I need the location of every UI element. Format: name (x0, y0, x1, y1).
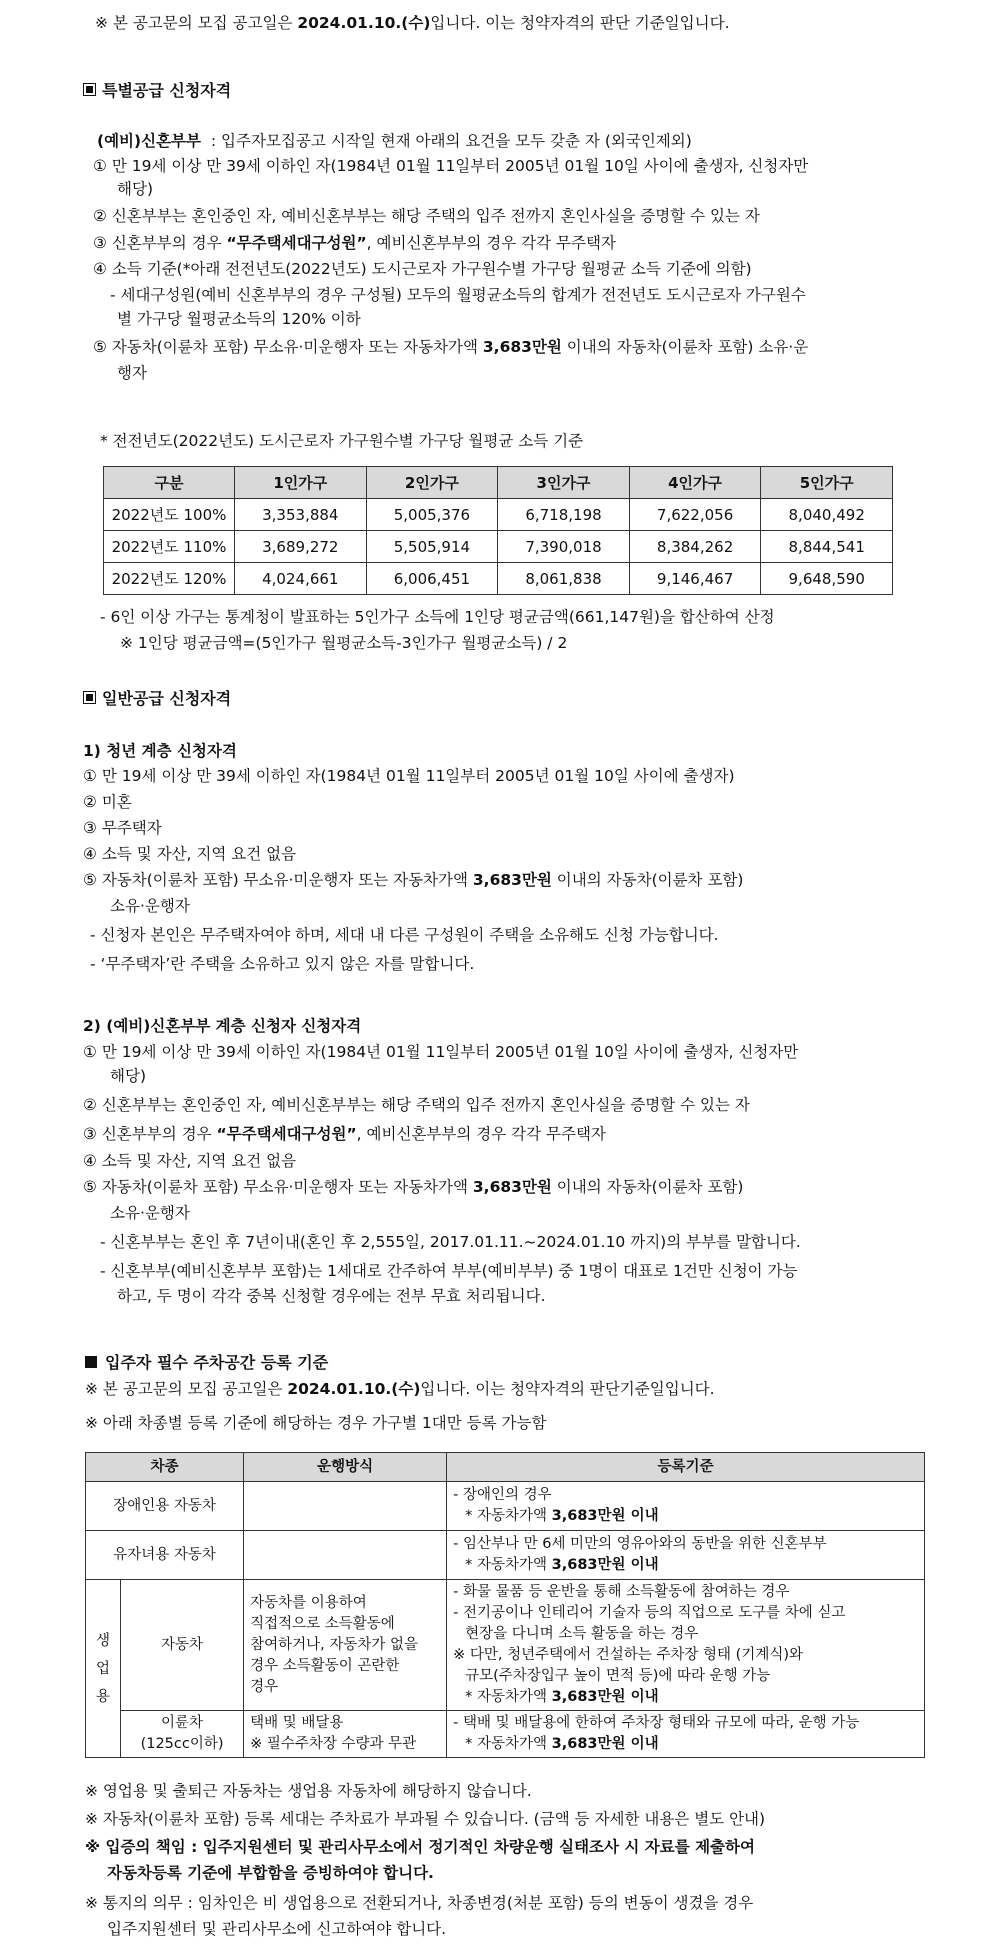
col-header: 구분 (104, 467, 235, 499)
col-header: 4인가구 (629, 467, 761, 499)
col-header: 등록기준 (447, 1453, 925, 1482)
criteria-line: - 택배 및 배달용에 한하여 주차장 형태와 규모에 따라, 운행 가능 (453, 1715, 860, 1731)
newlywed-item-2: ② 신혼부부는 혼인중인 자, 예비신혼부부는 해당 주택의 입주 전까지 혼인사실을 증명할 수 있는 자 (83, 1096, 750, 1114)
col-header: 3인가구 (498, 467, 630, 499)
label-line: (125cc이하) (140, 1736, 224, 1752)
newlywed-item-1: ① 만 19세 이상 만 39세 이하인 자(1984년 01월 11일부터 2005년 01월 10일 사이에 출생자, 신청자만 (83, 1043, 799, 1061)
criteria-line: * 자동차가액 3,683만원 이내 (465, 1736, 659, 1752)
special-item-4-sub-cont: 별 가구당 월평균소득의 120% 이하 (117, 310, 361, 328)
table-cell: 4,024,661 (235, 563, 367, 595)
table-cell: 6,006,451 (366, 563, 498, 595)
table-cell: 7,622,056 (629, 499, 761, 531)
col-header: 5인가구 (761, 467, 893, 499)
criteria-line: - 화물 물품 등 운반을 통해 소득활동에 참여하는 경우 (453, 1584, 790, 1600)
special-item-5: ⑤ 자동차(이륜차 포함) 무소유·미운행자 또는 자동차가액 3,683만원 이내의 자동차(이륜차 포함) 소유·운 (93, 338, 809, 356)
newlywed-note-1: - 신혼부부는 혼인 후 7년이내(혼인 후 2,555일, 2017.01.11.~2024.01.10 까지)의 부부를 말합니다. (100, 1233, 801, 1251)
method-line: 경우 소득활동이 곤란한 (250, 1657, 400, 1674)
vehicle-type-cell (121, 1711, 244, 1758)
table-cell: 9,146,467 (629, 563, 761, 595)
table-cell: 8,384,262 (629, 531, 761, 563)
method-line: 참여하거나, 자동차가 없을 (250, 1636, 419, 1653)
special-item-1: ① 만 19세 이상 만 39세 이하인 자(1984년 01월 11일부터 2005년 01월 10일 사이에 출생자, 신청자만 (93, 157, 809, 175)
special-supply-heading: 특별공급 신청자격 (83, 80, 231, 102)
newlywed-item-1-cont: 해당) (110, 1067, 146, 1085)
label-char: 생 (95, 1632, 110, 1649)
income-table-caption: * 전전년도(2022년도) 도시근로자 가구원수별 가구당 월평균 소득 기준 (100, 432, 584, 450)
criteria-line: - 전기공이나 인테리어 기술자 등의 직업으로 도구를 차에 싣고 (453, 1605, 846, 1621)
method-line: 경우 (250, 1678, 279, 1695)
vehicle-type-cell: 장애인용 자동차 (86, 1482, 244, 1531)
vehicle-type-cell: 자동차 (121, 1580, 244, 1711)
newlywed-item-4: ④ 소득 및 자산, 지역 요건 없음 (83, 1152, 297, 1170)
newlywed-item-5-cont: 소유·운행자 (110, 1204, 190, 1222)
special-item-4: ④ 소득 기준(*아래 전전년도(2022년도) 도시근로자 가구원수별 가구당 월평균 소득 기준에 의함) (93, 260, 752, 278)
col-header: 1인가구 (235, 467, 367, 499)
table-cell: 2022년도 100% (104, 499, 235, 531)
parking-table (85, 1452, 925, 1758)
table-cell: 9,648,590 (761, 563, 893, 595)
table-row (86, 1711, 925, 1758)
table-row (104, 499, 893, 531)
criteria-line: * 자동차가액 3,683만원 이내 (465, 1689, 659, 1705)
table-cell: 8,061,838 (498, 563, 630, 595)
criteria-line: * 자동차가액 3,683만원 이내 (465, 1508, 659, 1524)
criteria-line: ※ 다만, 청년주택에서 건설하는 주차장 형태 (기계식)와 (453, 1647, 803, 1663)
youth-note-1: - 신청자 본인은 무주택자여야 하며, 세대 내 다른 구성원이 주택을 소유해도 신청 가능합니다. (90, 926, 719, 944)
criteria-line: 규모(주차장입구 높이 면적 등)에 따라 운행 가능 (465, 1668, 771, 1684)
youth-item-5: ⑤ 자동차(이륜차 포함) 무소유·미운행자 또는 자동차가액 3,683만원 이내의 자동차(이륜차 포함) (83, 871, 744, 889)
criteria-line: - 임산부나 만 6세 미만의 영유아와의 동반을 위한 신혼부부 (453, 1536, 827, 1552)
table-cell: 8,040,492 (761, 499, 893, 531)
table-row (104, 531, 893, 563)
youth-item-2: ② 미혼 (83, 793, 132, 811)
col-header: 운행방식 (244, 1453, 447, 1482)
parking-heading: 입주자 필수 주차공간 등록 기준 (85, 1352, 328, 1374)
table-cell: 2022년도 120% (104, 563, 235, 595)
filled-square-bullet-icon (85, 1356, 97, 1368)
table-cell: 2022년도 110% (104, 531, 235, 563)
parking-foot-2: ※ 자동차(이륜차 포함) 등록 세대는 주차료가 부과될 수 있습니다. (금액 등 자세한 내용은 별도 안내) (85, 1810, 766, 1828)
parking-foot-3: ※ 입증의 책임 : 입주지원센터 및 관리사무소에서 정기적인 차량운행 실태조사 시 자료를 제출하여 (85, 1838, 755, 1856)
youth-item-4: ④ 소득 및 자산, 지역 요건 없음 (83, 845, 297, 863)
method-line: 자동차를 이용하여 (250, 1594, 367, 1611)
criteria-cell (447, 1531, 925, 1580)
income-table (103, 466, 893, 595)
youth-item-1: ① 만 19세 이상 만 39세 이하인 자(1984년 01월 11일부터 2005년 01월 10일 사이에 출생자) (83, 767, 735, 785)
table-cell: 6,718,198 (498, 499, 630, 531)
criteria-line: * 자동차가액 3,683만원 이내 (465, 1557, 659, 1573)
criteria-line: - 장애인의 경우 (453, 1487, 552, 1503)
youth-item-3: ③ 무주택자 (83, 819, 162, 837)
table-row (86, 1482, 925, 1531)
col-header: 차종 (86, 1453, 244, 1482)
special-intro: (예비)신혼부부 : 입주자모집공고 시작일 현재 아래의 요건을 모두 갖춘 자 (외국인제외) (97, 132, 692, 150)
table-cell: 8,844,541 (761, 531, 893, 563)
method-cell (244, 1531, 447, 1580)
parking-table-header (86, 1453, 925, 1482)
youth-item-5-cont: 소유·운행자 (110, 897, 190, 915)
parking-foot-3-cont: 자동차등록 기준에 부합함을 증빙하여야 합니다. (107, 1864, 434, 1882)
special-item-3: ③ 신혼부부의 경우 “무주택세대구성원”, 예비신혼부부의 경우 각각 무주택자 (93, 234, 616, 252)
label-char: 용 (95, 1688, 110, 1705)
label-line: 이륜차 (161, 1715, 204, 1731)
parking-foot-4: ※ 통지의 의무 : 임차인은 비 생업용으로 전환되거나, 차종변경(처분 포함) 등의 변동이 생겼을 경우 (85, 1894, 754, 1912)
method-cell (244, 1580, 447, 1711)
newlywed-note-2-cont: 하고, 두 명이 각각 중복 신청할 경우에는 전부 무효 처리됩니다. (117, 1287, 546, 1305)
method-cell (244, 1482, 447, 1531)
method-line: 직접적으로 소득활동에 (250, 1615, 395, 1632)
table-cell: 5,505,914 (366, 531, 498, 563)
col-header: 2인가구 (366, 467, 498, 499)
parking-notice-2: ※ 아래 차종별 등록 기준에 해당하는 경우 가구별 1대만 등록 가능함 (85, 1414, 547, 1432)
youth-note-2: - ‘무주택자’란 주택을 소유하고 있지 않은 자를 말합니다. (90, 955, 475, 973)
newlywed-title: 2) (예비)신혼부부 계층 신청자 신청자격 (83, 1017, 362, 1035)
income-note-2: ※ 1인당 평균금액=(5인가구 월평균소득-3인가구 월평균소득) / 2 (120, 634, 568, 652)
table-cell: 7,390,018 (498, 531, 630, 563)
income-table-header (104, 467, 893, 499)
general-supply-heading: 일반공급 신청자격 (83, 688, 231, 710)
criteria-cell (447, 1711, 925, 1758)
criteria-cell (447, 1580, 925, 1711)
parking-foot-4-cont: 입주지원센터 및 관리사무소에 신고하여야 합니다. (107, 1920, 447, 1938)
square-bullet-icon (83, 691, 96, 704)
newlywed-note-2: - 신혼부부(예비신혼부부 포함)는 1세대로 간주하여 부부(예비부부) 중 1명이 대표로 1건만 신청이 가능 (100, 1262, 798, 1280)
special-item-5-cont: 행자 (117, 364, 147, 382)
parking-notice-1: ※ 본 공고문의 모집 공고일은 2024.01.10.(수)입니다. 이는 청약자격의 판단기준일입니다. (85, 1380, 715, 1398)
business-use-label (86, 1580, 121, 1758)
newlywed-item-3: ③ 신혼부부의 경우 “무주택세대구성원”, 예비신혼부부의 경우 각각 무주택자 (83, 1125, 606, 1143)
method-cell (244, 1711, 447, 1758)
table-cell: 5,005,376 (366, 499, 498, 531)
method-line: ※ 필수주차장 수량과 무관 (250, 1736, 417, 1752)
special-item-1-cont: 해당) (117, 180, 153, 198)
announcement-date-notice: ※ 본 공고문의 모집 공고일은 2024.01.10.(수)입니다. 이는 청약자격의 판단 기준일입니다. (95, 14, 730, 32)
vehicle-type-cell: 유자녀용 자동차 (86, 1531, 244, 1580)
criteria-cell (447, 1482, 925, 1531)
parking-foot-1: ※ 영업용 및 출퇴근 자동차는 생업용 자동차에 해당하지 않습니다. (85, 1782, 532, 1800)
youth-title: 1) 청년 계층 신청자격 (83, 742, 237, 760)
special-item-2: ② 신혼부부는 혼인중인 자, 예비신혼부부는 해당 주택의 입주 전까지 혼인사실을 증명할 수 있는 자 (93, 207, 760, 225)
newlywed-item-5: ⑤ 자동차(이륜차 포함) 무소유·미운행자 또는 자동차가액 3,683만원 이내의 자동차(이륜차 포함) (83, 1178, 744, 1196)
table-cell: 3,353,884 (235, 499, 367, 531)
table-row (86, 1531, 925, 1580)
special-item-4-sub: - 세대구성원(예비 신혼부부의 경우 구성될) 모두의 월평균소득의 합계가 전전년도 도시근로자 가구원수 (110, 286, 806, 304)
square-bullet-icon (83, 83, 96, 96)
table-cell: 3,689,272 (235, 531, 367, 563)
table-row (86, 1580, 925, 1711)
criteria-line: 현장을 다니며 소득 활동을 하는 경우 (465, 1626, 699, 1642)
income-note-1: - 6인 이상 가구는 통계청이 발표하는 5인가구 소득에 1인당 평균금액(661,147원)을 합산하여 산정 (100, 608, 775, 626)
label-char: 업 (95, 1660, 110, 1677)
table-row (104, 563, 893, 595)
method-line: 택배 및 배달용 (250, 1715, 344, 1731)
